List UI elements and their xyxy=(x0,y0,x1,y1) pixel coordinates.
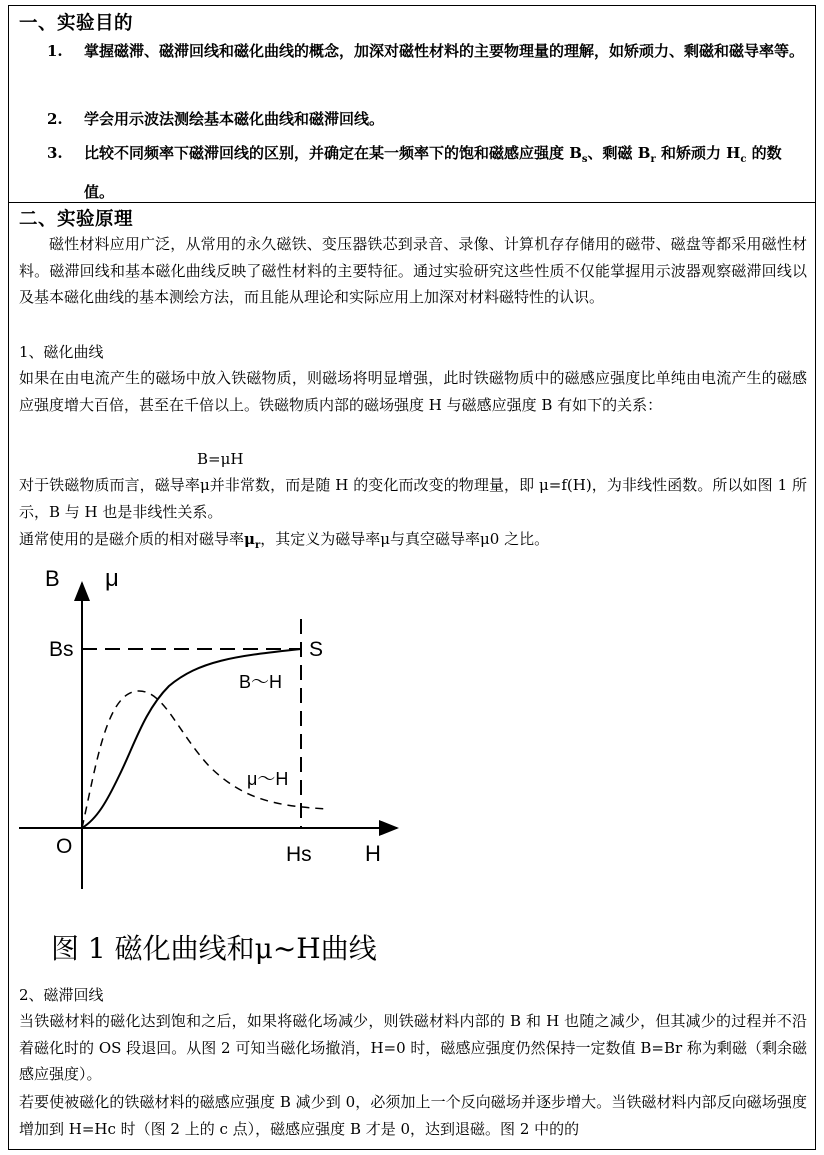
objective-item-2 xyxy=(47,103,807,135)
figure-1-caption: 图 1 磁化曲线和μ~H曲线 xyxy=(51,932,377,965)
hysteresis-paragraph: 当铁磁材料的磁化达到饱和之后，如果将磁化场减少，则铁磁材料内部的 B 和 H 也随之减少，但其减少的过程并不沿着磁化时的 OS 段退回。从图 2 可知当磁化场撤消，H=0 时，磁感应强度仍然保持一定数值 B=Br 称为剩磁（剩余磁感应强度）。 xyxy=(19,1012,807,1083)
objective-item-3 xyxy=(47,137,807,208)
label-b-h: B～H xyxy=(239,672,283,692)
label-mu-h: μ～H xyxy=(247,769,289,789)
objective-number: 2. xyxy=(47,110,63,128)
label-h: H xyxy=(365,841,381,866)
label-hs: Hs xyxy=(286,843,312,866)
section-heading-objectives: 一、实验目的 xyxy=(19,13,134,34)
subsection-title-hysteresis: 2、磁滞回线 xyxy=(19,986,104,1004)
formula-b-mu-h: B=μH xyxy=(197,450,244,468)
objective-text: 学会用示波法测绘基本磁化曲线和磁滞回线。 xyxy=(84,110,385,128)
intro-paragraph: 磁性材料应用广泛，从常用的永久磁铁、变压器铁芯到录音、录像、计算机存存储用的磁带、磁盘等都采用磁性材料。磁滞回线和基本磁化曲线反映了磁性材料的主要特征。通过实验研究这些性质不仅能掌握用示波器观察磁滞回线以及基本磁化曲线的基本测绘方法，而且能从理论和实际应用上加深对材料磁特性的认识。 xyxy=(19,235,807,306)
axis-label-b: B xyxy=(45,566,60,591)
demagnetization-paragraph: 若要使被磁化的铁磁材料的磁感应强度 B 减少到 0，必须加上一个反向磁场并逐步增大。当铁磁材料内部反向磁场强度增加到 H=Hc 时（图 2 上的 c 点），磁感应强度 B 才是 0，达到退磁。图 2 中的的 xyxy=(19,1093,807,1138)
objective-number: 3. xyxy=(47,144,63,162)
mu-h-curve xyxy=(82,691,327,828)
permeability-paragraph: 对于铁磁物质而言，磁导率μ并非常数，而是随 H 的变化而改变的物理量，即 μ=f(H)，为非线性函数。所以如图 1 所示，B 与 H 也是非线性关系。 xyxy=(19,476,807,521)
section-heading-principle: 二、实验原理 xyxy=(19,209,134,230)
subsection-title-magnetization: 1、磁化曲线 xyxy=(19,343,104,361)
label-bs: Bs xyxy=(49,638,74,661)
magnetization-paragraph: 如果在由电流产生的磁场中放入铁磁物质，则磁场将明显增强，此时铁磁物质中的磁感应强度比单纯由电流产生的磁感应强度增大百倍，甚至在千倍以上。铁磁物质内部的磁场强度 H 与磁感应强度 B 有如下的关系： xyxy=(19,369,807,414)
relative-permeability-sentence: 通常使用的是磁介质的相对磁导率$\mu_r$，其定义为磁导率μ与真空磁导率μ0 之比。 xyxy=(19,530,550,551)
axis-label-mu: μ xyxy=(105,565,119,592)
label-s: S xyxy=(309,638,324,661)
document-frame xyxy=(8,5,816,1150)
section-divider xyxy=(9,202,815,203)
objective-item-1 xyxy=(47,35,807,67)
label-origin: O xyxy=(56,835,73,858)
objective-text: 比较不同频率下磁滞回线的区别，并确定在某一频率下的饱和磁感应强度 $B_s$、剩磁 $B_r$ 和矫顽力 $H_c$ 的数值。 xyxy=(84,144,782,201)
objective-text: 掌握磁滞、磁滞回线和磁化曲线的概念，加深对磁性材料的主要物理量的理解，如矫顽力、剩磁和磁导率等。 xyxy=(84,42,805,60)
objective-number: 1. xyxy=(47,42,63,60)
figure-1-magnetization-curve xyxy=(9,561,409,976)
